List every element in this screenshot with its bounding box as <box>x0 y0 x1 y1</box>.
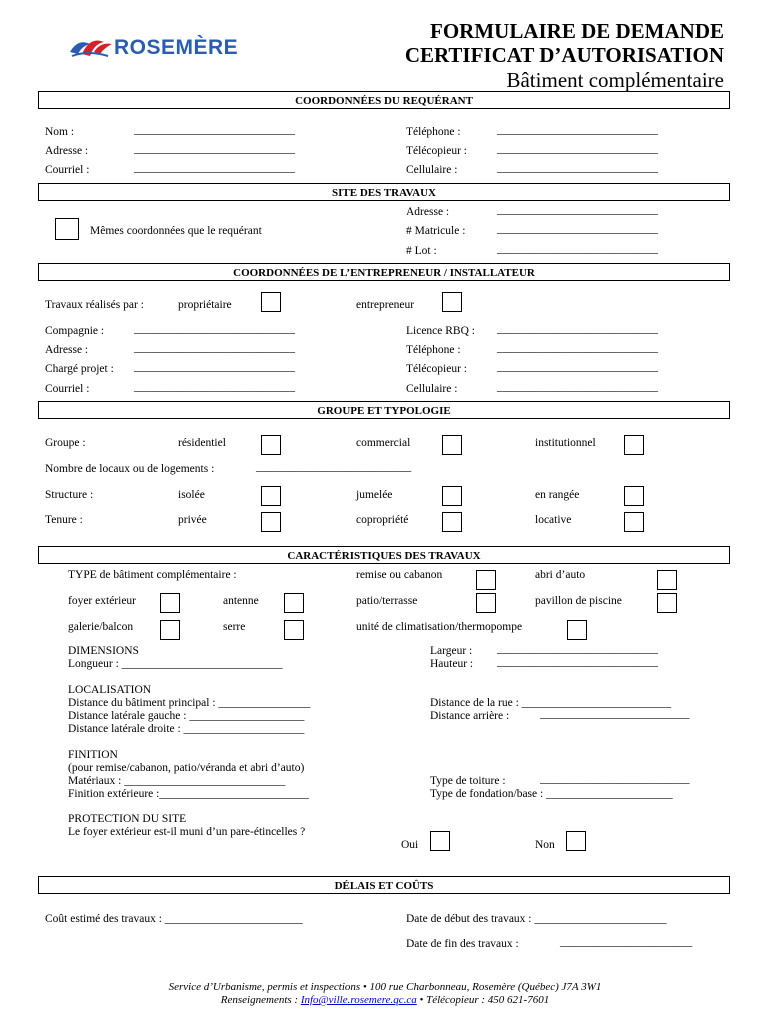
memes-coordonnees-checkbox[interactable] <box>55 218 79 240</box>
ent-cellulaire-field[interactable]: ____________________________ <box>497 381 658 393</box>
privee-checkbox[interactable] <box>261 512 281 532</box>
pavillon-checkbox[interactable] <box>657 593 677 613</box>
ent-courriel-field[interactable]: ____________________________ <box>134 381 295 393</box>
galerie-checkbox[interactable] <box>160 620 180 640</box>
tenure-label: Tenure : <box>45 514 83 526</box>
isolee-label: isolée <box>178 489 205 501</box>
largeur-label: Largeur : <box>430 645 473 657</box>
section-requerant: COORDONNÉES DU REQUÉRANT <box>38 91 730 109</box>
dist-arriere-field[interactable]: __________________________ <box>540 708 690 720</box>
copropriete-label: copropriété <box>356 514 409 526</box>
antenne-checkbox[interactable] <box>284 593 304 613</box>
dimensions-heading: DIMENSIONS <box>68 645 139 657</box>
toiture-label: Type de toiture : <box>430 775 506 787</box>
pavillon-label: pavillon de piscine <box>535 595 622 607</box>
section-caracteristiques: CARACTÉRISTIQUES DES TRAVAUX <box>38 546 730 564</box>
cout-field[interactable]: Coût estimé des travaux : ________________________ <box>45 913 303 925</box>
longueur-field[interactable]: Longueur : ____________________________ <box>68 658 283 670</box>
date-debut-field[interactable]: Date de début des travaux : _______________________ <box>406 913 667 925</box>
toiture-field[interactable]: __________________________ <box>540 773 690 785</box>
footer-fax: • Télécopieur : 450 621-7601 <box>416 994 550 1006</box>
locative-checkbox[interactable] <box>624 512 644 532</box>
ent-telephone-field[interactable]: ____________________________ <box>497 342 658 354</box>
footer-contact <box>0 994 770 1006</box>
telephone-field[interactable]: ____________________________ <box>497 124 658 136</box>
entrepreneur-checkbox[interactable] <box>442 292 462 312</box>
courriel-label: Courriel : <box>45 164 90 176</box>
finition-heading: FINITION <box>68 749 118 761</box>
ent-courriel-label: Courriel : <box>45 383 90 395</box>
proprietaire-label: propriétaire <box>178 299 232 311</box>
telecopieur-field[interactable]: ____________________________ <box>497 143 658 155</box>
commercial-label: commercial <box>356 437 411 449</box>
logo-text: ROSEMÈRE <box>114 36 239 59</box>
galerie-label: galerie/balcon <box>68 621 134 633</box>
fondation-field[interactable]: Type de fondation/base : ______________________ <box>430 788 673 800</box>
rosemere-logo-icon <box>68 32 116 60</box>
lot-field[interactable]: ____________________________ <box>497 243 658 255</box>
finition-note: (pour remise/cabanon, patio/véranda et abri d’auto) <box>68 762 305 774</box>
largeur-field[interactable]: ____________________________ <box>497 643 658 655</box>
protection-heading: PROTECTION DU SITE <box>68 813 187 825</box>
foyer-label: foyer extérieur <box>68 595 137 607</box>
antenne-label: antenne <box>223 595 259 607</box>
nom-field[interactable]: ____________________________ <box>134 124 295 136</box>
localisation-heading: LOCALISATION <box>68 684 152 696</box>
nombre-locaux-field[interactable]: ___________________________ <box>256 461 412 473</box>
site-adresse-field[interactable]: ____________________________ <box>497 204 658 216</box>
travaux-par-label: Travaux réalisés par : <box>45 299 144 311</box>
groupe-label: Groupe : <box>45 437 86 449</box>
jumelee-label: jumelée <box>356 489 393 501</box>
pare-etincelles-question: Le foyer extérieur est-il muni d’un pare-étincelles ? <box>68 826 306 838</box>
isolee-checkbox[interactable] <box>261 486 281 506</box>
ent-telecopieur-field[interactable]: ____________________________ <box>497 361 658 373</box>
commercial-checkbox[interactable] <box>442 435 462 455</box>
materiaux-field[interactable]: Matériaux : ____________________________ <box>68 775 286 787</box>
non-checkbox[interactable] <box>566 831 586 851</box>
footer-renseignements-label: Renseignements : <box>220 994 301 1006</box>
locative-label: locative <box>535 514 572 526</box>
structure-label: Structure : <box>45 489 94 501</box>
telephone-label: Téléphone : <box>406 126 461 138</box>
nom-label: Nom : <box>45 126 75 138</box>
charge-projet-field[interactable]: ____________________________ <box>134 361 295 373</box>
finition-ext-field[interactable]: Finition extérieure :__________________________ <box>68 788 309 800</box>
ent-cellulaire-label: Cellulaire : <box>406 383 458 395</box>
adresse-label: Adresse : <box>45 145 89 157</box>
nombre-locaux-label: Nombre de locaux ou de logements : <box>45 463 215 475</box>
entrepreneur-label: entrepreneur <box>356 299 415 311</box>
section-delais: DÉLAIS ET COÛTS <box>38 876 730 894</box>
abri-checkbox[interactable] <box>657 570 677 590</box>
climatisation-label: unité de climatisation/thermopompe <box>356 621 523 633</box>
serre-label: serre <box>223 621 246 633</box>
hauteur-label: Hauteur : <box>430 658 474 670</box>
form-subtitle: Bâtiment complémentaire <box>506 68 724 92</box>
ent-adresse-label: Adresse : <box>45 344 89 356</box>
dist-principal-field[interactable]: Distance du bâtiment principal : ________________ <box>68 697 311 709</box>
footer-address: Service d’Urbanisme, permis et inspections • 100 rue Charbonneau, Rosemère (Québec) J7A 3W1 <box>168 981 602 993</box>
rangee-label: en rangée <box>535 489 580 501</box>
serre-checkbox[interactable] <box>284 620 304 640</box>
proprietaire-checkbox[interactable] <box>261 292 281 312</box>
type-batiment-label: TYPE de bâtiment complémentaire : <box>68 569 237 581</box>
licence-rbq-field[interactable]: ____________________________ <box>497 323 658 335</box>
form-title-line2: CERTIFICAT D’AUTORISATION <box>404 43 724 67</box>
section-site: SITE DES TRAVAUX <box>38 183 730 201</box>
dist-droite-field[interactable]: Distance latérale droite : _____________________ <box>68 723 305 735</box>
cellulaire-field[interactable]: ____________________________ <box>497 162 658 174</box>
climatisation-checkbox[interactable] <box>567 620 587 640</box>
form-title-line1: FORMULAIRE DE DEMANDE <box>430 19 724 43</box>
cellulaire-label: Cellulaire : <box>406 164 458 176</box>
licence-rbq-label: Licence RBQ : <box>406 325 475 337</box>
non-label: Non <box>535 839 555 851</box>
adresse-field[interactable]: ____________________________ <box>134 143 295 155</box>
date-fin-field[interactable]: _______________________ <box>560 936 693 948</box>
compagnie-field[interactable]: ____________________________ <box>134 323 295 335</box>
charge-projet-label: Chargé projet : <box>45 363 114 375</box>
compagnie-label: Compagnie : <box>45 325 105 337</box>
institutionnel-checkbox[interactable] <box>624 435 644 455</box>
oui-checkbox[interactable] <box>430 831 450 851</box>
telecopieur-label: Télécopieur : <box>406 145 467 157</box>
lot-label: # Lot : <box>406 245 437 257</box>
memes-coordonnees-label: Mêmes coordonnées que le requérant <box>90 225 262 237</box>
jumelee-checkbox[interactable] <box>442 486 462 506</box>
remise-checkbox[interactable] <box>476 570 496 590</box>
section-entrepreneur: COORDONNÉES DE L’ENTREPRENEUR / INSTALLATEUR <box>38 263 730 281</box>
remise-label: remise ou cabanon <box>356 569 443 581</box>
footer-email-link[interactable]: Info@ville.rosemere.qc.ca <box>300 994 417 1006</box>
ent-telecopieur-label: Télécopieur : <box>406 363 467 375</box>
abri-label: abri d’auto <box>535 569 586 581</box>
hauteur-field[interactable]: ____________________________ <box>497 656 658 668</box>
ent-telephone-label: Téléphone : <box>406 344 461 356</box>
residentiel-checkbox[interactable] <box>261 435 281 455</box>
institutionnel-label: institutionnel <box>535 437 596 449</box>
patio-checkbox[interactable] <box>476 593 496 613</box>
dist-rue-field[interactable]: Distance de la rue : __________________________ <box>430 697 672 709</box>
residentiel-label: résidentiel <box>178 437 226 449</box>
dist-gauche-field[interactable]: Distance latérale gauche : ____________________ <box>68 710 305 722</box>
matricule-label: # Matricule : <box>406 225 466 237</box>
foyer-checkbox[interactable] <box>160 593 180 613</box>
patio-label: patio/terrasse <box>356 595 418 607</box>
courriel-field[interactable]: ____________________________ <box>134 162 295 174</box>
site-adresse-label: Adresse : <box>406 206 450 218</box>
ent-adresse-field[interactable]: ____________________________ <box>134 342 295 354</box>
privee-label: privée <box>178 514 207 526</box>
date-fin-label: Date de fin des travaux : <box>406 938 519 950</box>
dist-arriere-label: Distance arrière : <box>430 710 510 722</box>
oui-label: Oui <box>401 839 419 851</box>
matricule-field[interactable]: ____________________________ <box>497 223 658 235</box>
copropriete-checkbox[interactable] <box>442 512 462 532</box>
rangee-checkbox[interactable] <box>624 486 644 506</box>
section-groupe: GROUPE ET TYPOLOGIE <box>38 401 730 419</box>
